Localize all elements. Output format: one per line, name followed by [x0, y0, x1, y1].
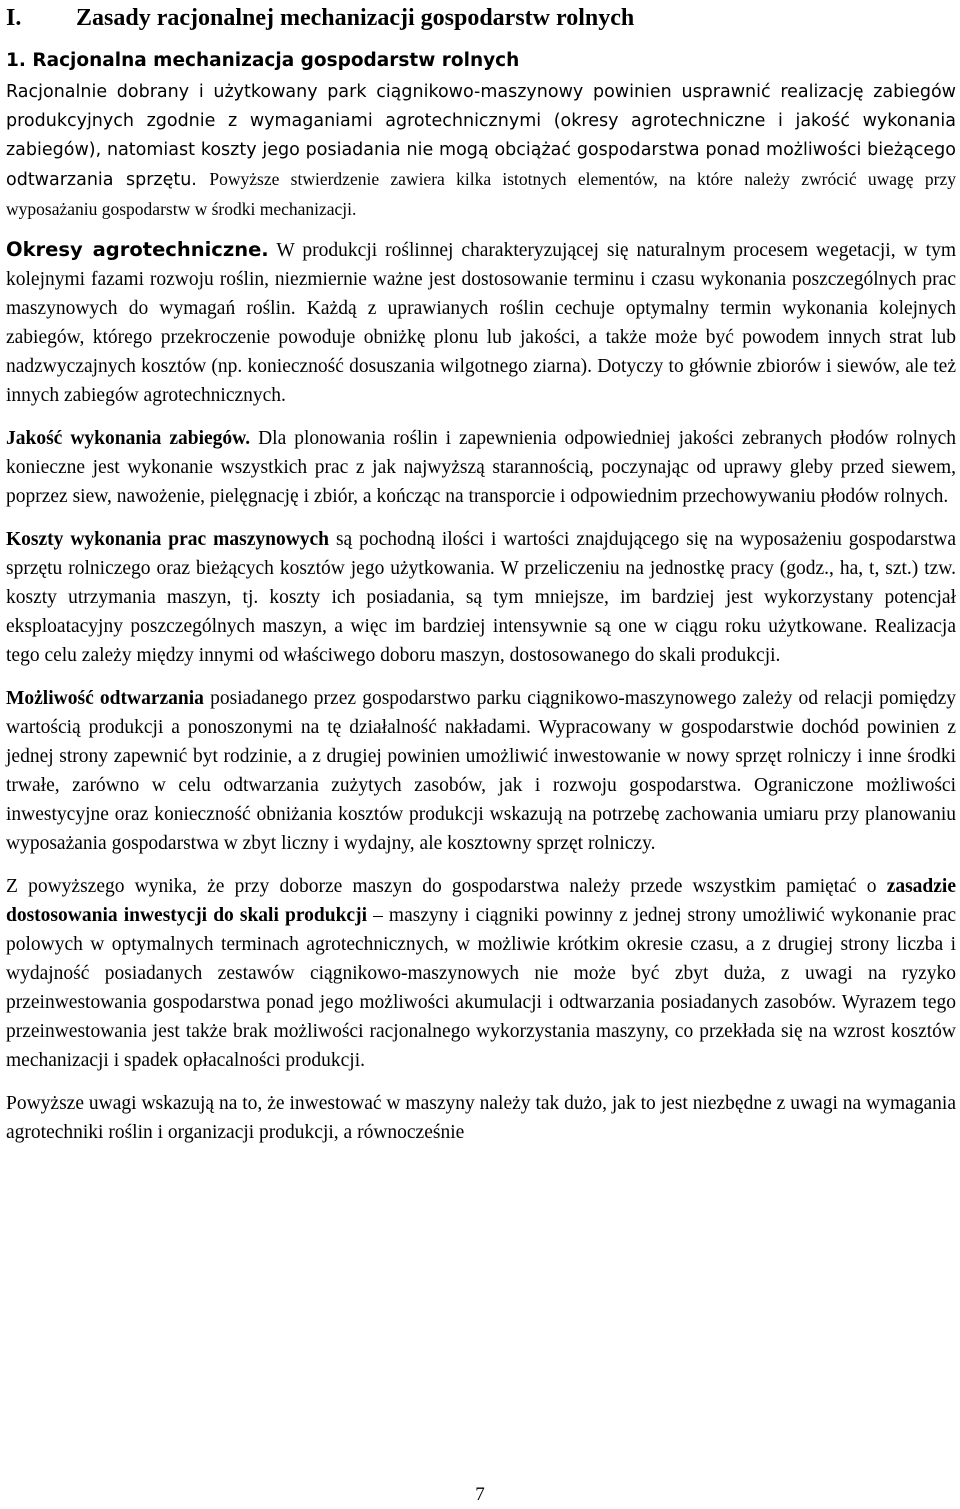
paragraph-text: W produkcji roślinnej charakteryzującej się naturalnym procesem wegetacji, w tym kolejnymi fazami rozwoju roślin, niezmiernie ważne jest dostosowanie terminu i czasu wykonania poszczególnych prac maszynowych do wymagań roślin. Każdą z uprawianych roślin cechuje optymalny termin wykonania kolejnych zabiegów, którego przekroczenie powoduje obniżkę plonu lub jakości, a także może być powodem innych strat lub nadzwyczajnych kosztów (np. konieczność dosuszania wilgotnego ziarna). Dotyczy to głównie zbiorów i siewów, ale też innych zabiegów agrotechnicznych.: [6, 240, 956, 406]
conclusion-after: – maszyny i ciągniki powinny z jednej strony umożliwić wykonanie prac polowych w optymalnych terminach agrotechnicznych, w możliwie krótkim okresie czasu, a z drugiej strony liczba i wydajność posiadanych zestawów ciągnikowo-maszynowych nie może być zbyt duża, z uwagi na ryzyko przeinwestowania gospodarstwa ponad jego możliwości akumulacji i odtwarzania posiadanych zasobów. Wyrazem tego przeinwestowania jest także brak możliwości racjonalnego wykorzystania maszyny, co przekłada się na wzrost kosztów mechanizacji i spadek opłacalności produkcji.: [6, 905, 956, 1071]
paragraph-text: są pochodną ilości i wartości znajdującego się na wyposażeniu gospodarstwa sprzętu rolniczego oraz bieżących kosztów jego użytkowania. W przeliczeniu na jednostkę pracy (godz., ha, t, szt.) tzw. koszty utrzymania maszyn, tj. koszty ich posiadania, są tym mniejsze, im bardziej jest wykorzystany potencjał eksploatacyjny poszczególnych maszyn, a więc im bardziej intensywnie są one w ciągu roku użytkowane. Realizacja tego celu zależy między innymi od właściwego doboru maszyn, dostosowanego do skali produkcji.: [6, 529, 956, 666]
paragraph-conclusion: [6, 872, 956, 1075]
chapter-number: I.: [6, 5, 22, 31]
intro-text-1: Racjonalnie dobrany i użytkowany park ciągnikowo-maszynowy powinien usprawnić realizację zabiegów produkcyjnych zgodnie z wymaganiami agrotechnicznymi (okresy agrotechniczne i jakość wykonania zabiegów), natomiast koszty jego posiadania nie mogą obciążać gospodarstwa ponad możliwości bieżącego odtwarzania sprzętu.: [6, 82, 956, 190]
paragraph-lead: Koszty wykonania prac maszynowych: [6, 529, 330, 550]
paragraph-okresy: [6, 235, 956, 410]
intro-paragraph: [6, 78, 956, 225]
section-heading: 1. Racjonalna mechanizacja gospodarstw rolnych: [6, 50, 520, 71]
page-number: 7: [475, 1484, 485, 1505]
paragraph-lead: Okresy agrotechniczne.: [6, 238, 269, 261]
paragraph-text: Dla plonowania roślin i zapewnienia odpowiedniej jakości zebranych płodów rolnych konieczne jest wykonanie wszystkich prac z jak najwyższą starannością, poczynając od uprawy gleby przed siewem, poprzez siew, nawożenie, pielęgnację i zbiór, a kończąc na transporcie i odpowiednim przechowywaniu płodów rolnych.: [6, 428, 957, 507]
paragraph-koszty: [6, 525, 956, 670]
paragraph-final: Powyższe uwagi wskazują na to, że inwestować w maszyny należy tak dużo, jak to jest niezbędne z uwagi na wymagania agrotechniki roślin i organizacji produkcji, a równocześnie: [6, 1093, 956, 1143]
chapter-heading: [6, 4, 956, 32]
conclusion-emphasis: zasadzie dostosowania inwestycji do skali produkcji: [6, 876, 957, 926]
paragraph-jakosc: [6, 424, 956, 511]
paragraph-lead: Jakość wykonania zabiegów.: [6, 428, 251, 449]
intro-text-2: Powyższe stwierdzenie zawiera kilka istotnych elementów, na które należy zwrócić uwagę przy wyposażaniu gospodarstw w środki mechanizacji.: [6, 169, 956, 219]
paragraph-mozliwosc: [6, 684, 956, 858]
chapter-title: Zasady racjonalnej mechanizacji gospodarstw rolnych: [76, 5, 635, 31]
paragraph-lead: Możliwość odtwarzania: [6, 688, 204, 709]
paragraph-text: posiadanego przez gospodarstwo parku ciągnikowo-maszynowego zależy od relacji pomiędzy wartością produkcji a ponoszonymi na tę działalność nakładami. Wypracowany w gospodarstwie dochód powinien z jednej strony zapewnić byt rodzinie, a z drugiej powinien umożliwić inwestowanie w nowy sprzęt rolniczy i inne środki trwałe, zarówno w celu odtwarzania zużytych zasobów, jak i rozwoju gospodarstwa. Ograniczone możliwości inwestycyjne oraz konieczność obniżania kosztów produkcji wskazują na potrzebę zachowania umiaru przy planowaniu wyposażania gospodarstwa w zbyt liczny i wydajny, ale kosztowny sprzęt rolniczy.: [6, 688, 957, 854]
conclusion-before: Z powyższego wynika, że przy doborze maszyn do gospodarstwa należy przede wszystkim pamiętać o: [6, 876, 877, 897]
